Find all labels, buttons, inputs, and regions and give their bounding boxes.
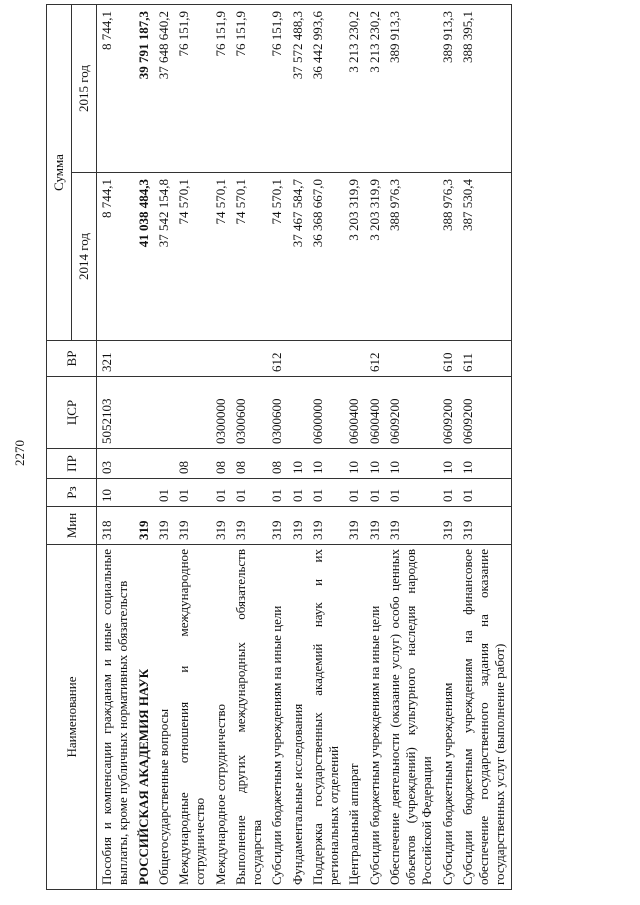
- row-csr-cell: [154, 377, 174, 449]
- row-sum-2014-cell: 387 530,4: [458, 173, 511, 341]
- header-pr: ПР: [47, 449, 97, 479]
- row-vr-cell: [174, 341, 211, 377]
- row-pr-cell: 10: [385, 449, 438, 479]
- row-vr-cell: [288, 341, 308, 377]
- row-vr-cell: [154, 341, 174, 377]
- row-pr-cell: 10: [308, 449, 345, 479]
- row-min-cell: 319: [267, 507, 287, 545]
- row-min-cell: 319: [288, 507, 308, 545]
- row-csr-cell: 5052103: [97, 377, 134, 449]
- row-pr-cell: 10: [438, 449, 458, 479]
- row-min-cell: 319: [438, 507, 458, 545]
- row-pr-cell: 08: [231, 449, 268, 479]
- row-name-cell: Выполнение других международных обязательств государства: [231, 545, 268, 890]
- row-sum-2015-cell: 76 151,9: [174, 5, 211, 173]
- row-sum-2015-cell: 389 913,3: [385, 5, 438, 173]
- row-vr-cell: [308, 341, 345, 377]
- row-pr-cell: 08: [211, 449, 231, 479]
- table-row: [174, 5, 211, 890]
- row-name-cell: Обеспечение деятельности (оказание услуг) особо ценных объектов (учреждений) культурного наследия народов Российской Федерации: [385, 545, 438, 890]
- row-rz-cell: 01: [438, 479, 458, 507]
- row-csr-cell: 0600400: [344, 377, 364, 449]
- table-row: [231, 5, 268, 890]
- row-vr-cell: [231, 341, 268, 377]
- row-rz-cell: 10: [97, 479, 134, 507]
- row-name-cell: РОССИЙСКАЯ АКАДЕМИЯ НАУК: [134, 545, 154, 890]
- row-sum-2015-cell: 388 395,1: [458, 5, 511, 173]
- row-sum-2014-cell: 37 542 154,8: [154, 173, 174, 341]
- row-pr-cell: 10: [458, 449, 511, 479]
- row-vr-cell: [385, 341, 438, 377]
- row-rz-cell: 01: [154, 479, 174, 507]
- row-name-cell: Пособия и компенсации гражданам и иные социальные выплаты, кроме публичных нормативных обязательств: [97, 545, 134, 890]
- row-pr-cell: 08: [174, 449, 211, 479]
- row-rz-cell: 01: [174, 479, 211, 507]
- row-csr-cell: [134, 377, 154, 449]
- row-sum-2015-cell: 76 151,9: [211, 5, 231, 173]
- row-rz-cell: [134, 479, 154, 507]
- row-min-cell: 319: [174, 507, 211, 545]
- row-min-cell: 319: [134, 507, 154, 545]
- table-row: [288, 5, 308, 890]
- row-min-cell: 319: [458, 507, 511, 545]
- row-pr-cell: 10: [344, 449, 364, 479]
- row-sum-2014-cell: 36 368 667,0: [308, 173, 345, 341]
- row-sum-2014-cell: 388 976,3: [385, 173, 438, 341]
- table-row: [134, 5, 154, 890]
- row-sum-2015-cell: 3 213 230,2: [365, 5, 385, 173]
- table-row: [385, 5, 438, 890]
- table-row: [154, 5, 174, 890]
- row-vr-cell: 610: [438, 341, 458, 377]
- header-min: Мин: [47, 507, 97, 545]
- row-sum-2015-cell: 37 572 488,3: [288, 5, 308, 173]
- row-vr-cell: 612: [267, 341, 287, 377]
- row-vr-cell: [211, 341, 231, 377]
- page-number-container: [0, 0, 40, 905]
- table-row: [211, 5, 231, 890]
- row-min-cell: 319: [365, 507, 385, 545]
- table-header: [47, 5, 97, 890]
- row-rz-cell: 01: [365, 479, 385, 507]
- row-csr-cell: 0600400: [365, 377, 385, 449]
- row-rz-cell: 01: [231, 479, 268, 507]
- row-sum-2014-cell: 74 570,1: [174, 173, 211, 341]
- row-vr-cell: [344, 341, 364, 377]
- table-row: [458, 5, 511, 890]
- row-min-cell: 319: [344, 507, 364, 545]
- row-pr-cell: 03: [97, 449, 134, 479]
- row-csr-cell: 0300600: [267, 377, 287, 449]
- row-name-cell: Общегосударственные вопросы: [154, 545, 174, 890]
- row-csr-cell: 0300000: [211, 377, 231, 449]
- row-sum-2014-cell: 3 203 319,9: [365, 173, 385, 341]
- row-min-cell: 319: [308, 507, 345, 545]
- row-pr-cell: 10: [365, 449, 385, 479]
- row-sum-2015-cell: 76 151,9: [231, 5, 268, 173]
- row-csr-cell: 0609200: [438, 377, 458, 449]
- row-rz-cell: 01: [385, 479, 438, 507]
- row-rz-cell: 01: [458, 479, 511, 507]
- table-row: [267, 5, 287, 890]
- row-sum-2015-cell: 8 744,1: [97, 5, 134, 173]
- row-csr-cell: [174, 377, 211, 449]
- row-sum-2014-cell: 388 976,3: [438, 173, 458, 341]
- row-pr-cell: [154, 449, 174, 479]
- row-pr-cell: 08: [267, 449, 287, 479]
- row-sum-2015-cell: 389 913,3: [438, 5, 458, 173]
- table-row: [438, 5, 458, 890]
- header-year-2015: 2015 год: [72, 5, 97, 173]
- row-csr-cell: 0300600: [231, 377, 268, 449]
- row-sum-2014-cell: 74 570,1: [231, 173, 268, 341]
- rotated-table-container: [46, 5, 632, 890]
- row-sum-2015-cell: 37 648 640,2: [154, 5, 174, 173]
- row-vr-cell: 321: [97, 341, 134, 377]
- row-name-cell: Центральный аппарат: [344, 545, 364, 890]
- header-vr: ВР: [47, 341, 97, 377]
- row-pr-cell: 10: [288, 449, 308, 479]
- table-row: [308, 5, 345, 890]
- row-sum-2014-cell: 3 203 319,9: [344, 173, 364, 341]
- table-row: [97, 5, 134, 890]
- table-row: [344, 5, 364, 890]
- row-rz-cell: 01: [308, 479, 345, 507]
- row-name-cell: Фундаментальные исследования: [288, 545, 308, 890]
- table-body: [97, 5, 512, 890]
- row-csr-cell: 0609200: [458, 377, 511, 449]
- page-number: 2270: [12, 439, 27, 466]
- row-sum-2014-cell: 74 570,1: [211, 173, 231, 341]
- row-name-cell: Субсидии бюджетным учреждениям на иные цели: [365, 545, 385, 890]
- header-csr: ЦСР: [47, 377, 97, 449]
- row-sum-2014-cell: 41 038 484,3: [134, 173, 154, 341]
- row-csr-cell: 0600000: [308, 377, 345, 449]
- row-sum-2015-cell: 39 791 187,3: [134, 5, 154, 173]
- row-vr-cell: 612: [365, 341, 385, 377]
- table-row: [365, 5, 385, 890]
- row-rz-cell: 01: [344, 479, 364, 507]
- header-rz: Рз: [47, 479, 97, 507]
- row-min-cell: 319: [154, 507, 174, 545]
- row-name-cell: Поддержка государственных академий наук и их региональных отделений: [308, 545, 345, 890]
- row-rz-cell: 01: [267, 479, 287, 507]
- row-min-cell: 319: [385, 507, 438, 545]
- row-vr-cell: 611: [458, 341, 511, 377]
- row-min-cell: 319: [231, 507, 268, 545]
- row-sum-2014-cell: 74 570,1: [267, 173, 287, 341]
- budget-table: [46, 4, 512, 890]
- row-sum-2015-cell: 3 213 230,2: [344, 5, 364, 173]
- row-name-cell: Субсидии бюджетным учреждениям на финансовое обеспечение государственного задания на оказание государственных услуг (выполнение работ): [458, 545, 511, 890]
- row-min-cell: 318: [97, 507, 134, 545]
- header-sum: Сумма: [47, 5, 72, 341]
- row-csr-cell: 0609200: [385, 377, 438, 449]
- rotated-page-area: [44, 0, 634, 905]
- row-rz-cell: 01: [211, 479, 231, 507]
- row-sum-2015-cell: 36 442 993,6: [308, 5, 345, 173]
- row-name-cell: Субсидии бюджетным учреждениям: [438, 545, 458, 890]
- row-pr-cell: [134, 449, 154, 479]
- row-sum-2014-cell: 8 744,1: [97, 173, 134, 341]
- row-name-cell: Международные отношения и международное сотрудничество: [174, 545, 211, 890]
- row-min-cell: 319: [211, 507, 231, 545]
- row-csr-cell: [288, 377, 308, 449]
- header-name: Наименование: [47, 545, 97, 890]
- row-sum-2014-cell: 37 467 584,7: [288, 173, 308, 341]
- row-vr-cell: [134, 341, 154, 377]
- row-rz-cell: 01: [288, 479, 308, 507]
- header-year-2014: 2014 год: [72, 173, 97, 341]
- row-name-cell: Субсидии бюджетным учреждениям на иные цели: [267, 545, 287, 890]
- row-sum-2015-cell: 76 151,9: [267, 5, 287, 173]
- row-name-cell: Международное сотрудничество: [211, 545, 231, 890]
